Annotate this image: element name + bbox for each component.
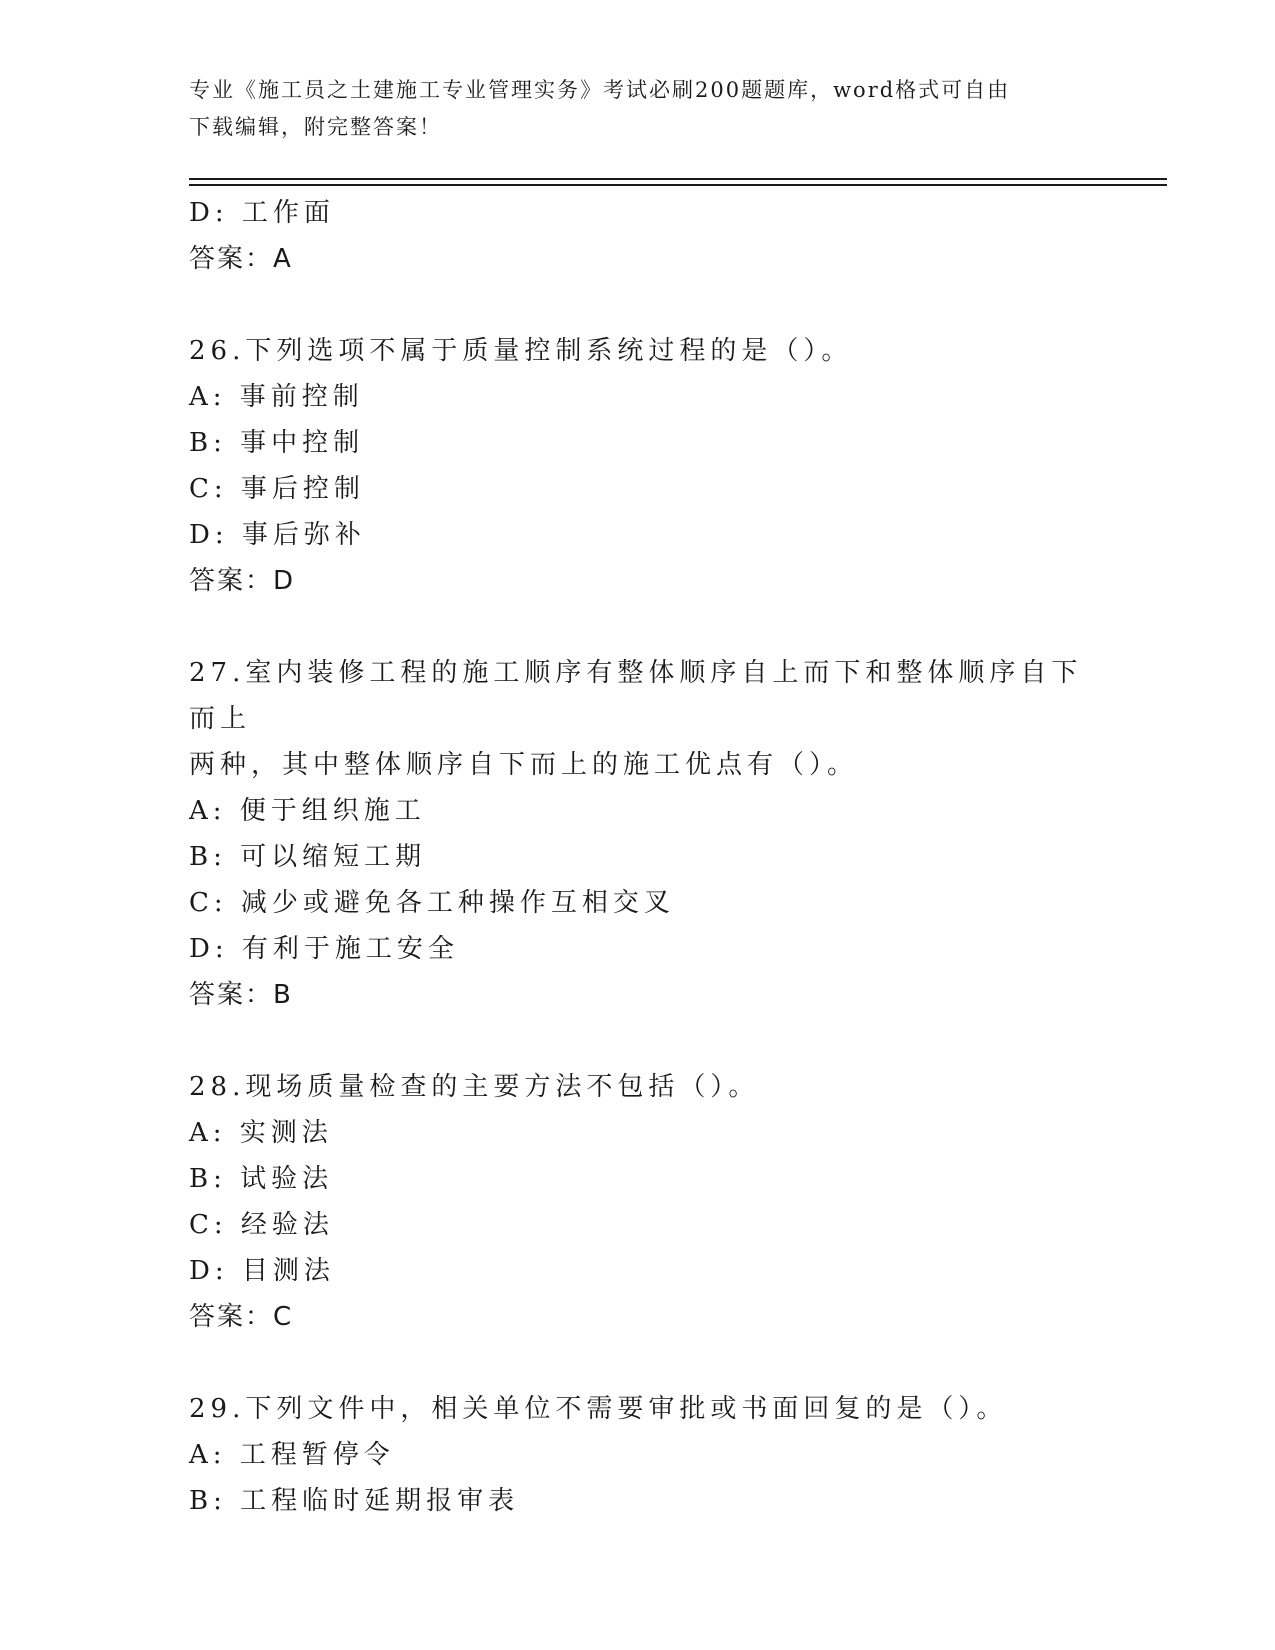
answer-line: 答案：D bbox=[189, 566, 296, 596]
option-d: D: 目测法 bbox=[189, 1256, 335, 1286]
option-d: D: 工作面 bbox=[189, 198, 335, 228]
option-b: B: 事中控制 bbox=[189, 428, 365, 458]
question-stem-line-1: 27.室内装修工程的施工顺序有整体顺序自上而下和整体顺序自下而上 bbox=[189, 658, 1083, 734]
question-block bbox=[189, 328, 1089, 604]
question-stem: 26.下列选项不属于质量控制系统过程的是（）。 bbox=[189, 336, 853, 366]
question-stem: 28.现场质量检查的主要方法不包括（）。 bbox=[189, 1072, 760, 1102]
option-c: C: 事后控制 bbox=[189, 474, 365, 504]
question-stem-line-2: 两种，其中整体顺序自下而上的施工优点有（）。 bbox=[189, 750, 859, 780]
answer-line: 答案：B bbox=[189, 980, 293, 1010]
option-d: D: 事后弥补 bbox=[189, 520, 366, 550]
answer-line: 答案：C bbox=[189, 1302, 294, 1332]
option-c: C: 减少或避免各工种操作互相交叉 bbox=[189, 888, 675, 918]
header-divider-bottom bbox=[189, 184, 1167, 186]
option-a: A: 工程暂停令 bbox=[189, 1440, 395, 1470]
answer-line: 答案：A bbox=[189, 244, 293, 274]
question-block bbox=[189, 1064, 1089, 1340]
option-a: A: 实测法 bbox=[189, 1118, 333, 1148]
question-stem: 29.下列文件中，相关单位不需要审批或书面回复的是（）。 bbox=[189, 1394, 1008, 1424]
header-divider-top bbox=[189, 178, 1167, 180]
option-d: D: 有利于施工安全 bbox=[189, 934, 459, 964]
header-title-line-1: 专业《施工员之土建施工专业管理实务》考试必刷200题题库，word格式可自由 bbox=[189, 78, 1011, 102]
option-b: B: 可以缩短工期 bbox=[189, 842, 427, 872]
option-b: B: 试验法 bbox=[189, 1164, 334, 1194]
option-b: B: 工程临时延期报审表 bbox=[189, 1486, 520, 1516]
option-c: C: 经验法 bbox=[189, 1210, 334, 1240]
header-title-line-2: 下载编辑，附完整答案！ bbox=[189, 115, 442, 139]
question-block bbox=[189, 1386, 1089, 1524]
option-a: A: 事前控制 bbox=[189, 382, 364, 412]
document-header bbox=[189, 72, 1089, 146]
question-content bbox=[189, 190, 1089, 1524]
option-a: A: 便于组织施工 bbox=[189, 796, 426, 826]
question-block bbox=[189, 650, 1089, 1018]
